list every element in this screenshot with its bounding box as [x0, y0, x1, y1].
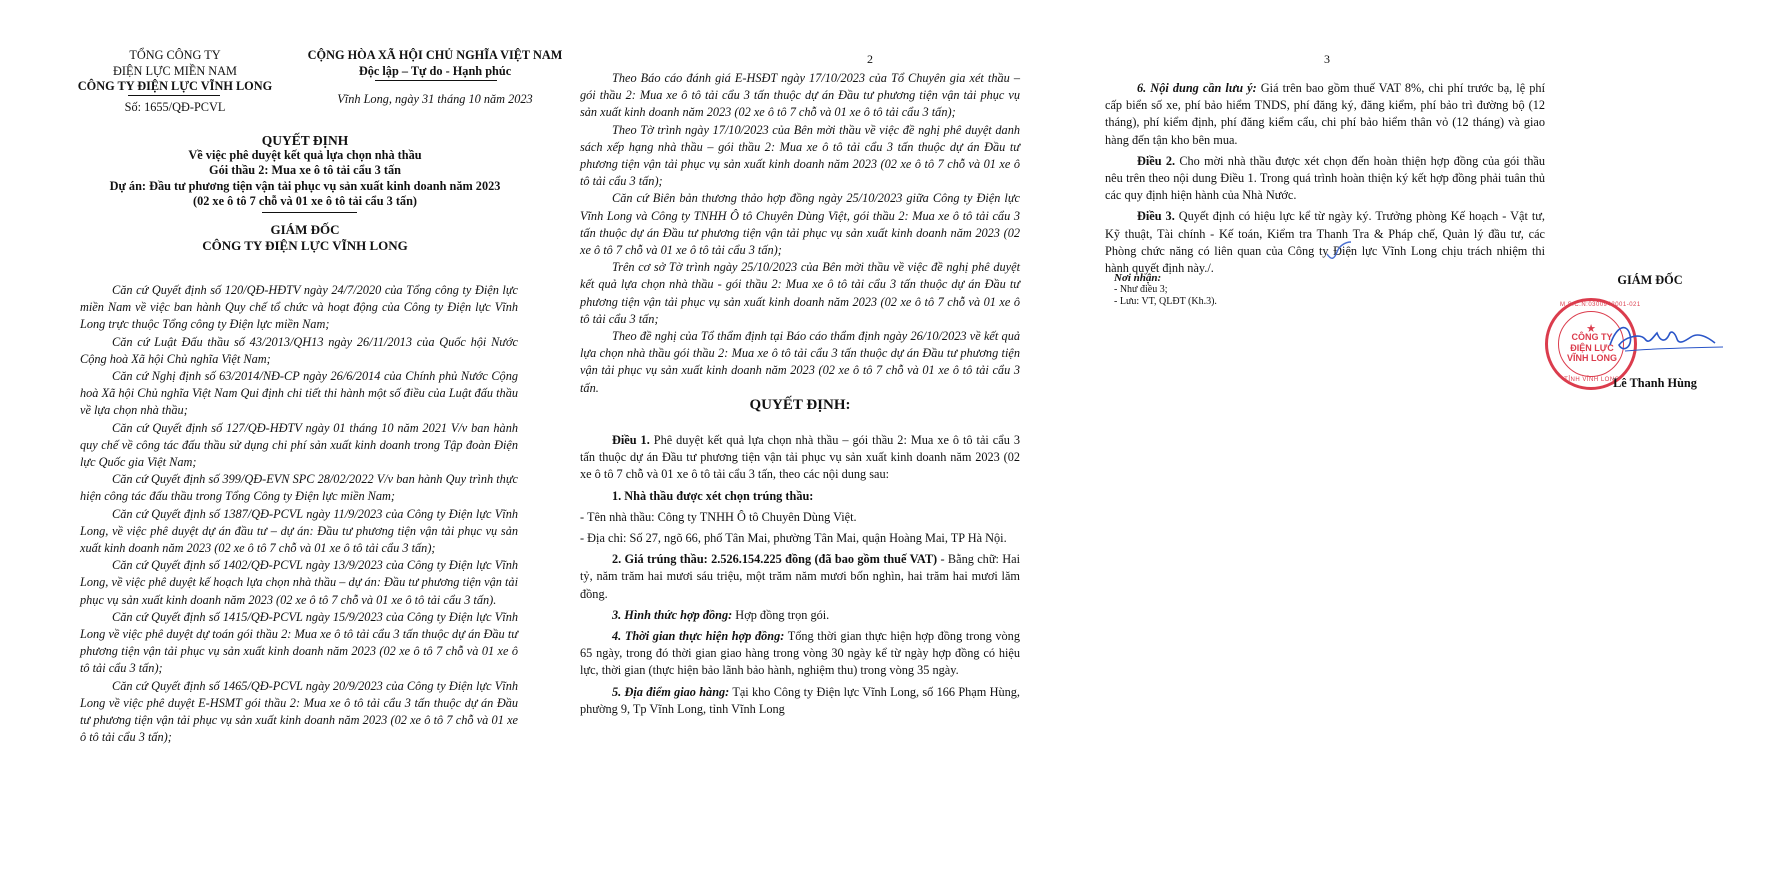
contractor-address: - Địa chỉ: Số 27, ngõ 66, phố Tân Mai, phường Tân Mai, quận Hoàng Mai, TP Hà Nội.	[580, 531, 1007, 546]
item-3-heading: 3. Hình thức hợp đồng:	[612, 607, 733, 622]
title-underline	[262, 212, 357, 213]
document-page-3	[1105, 0, 1774, 874]
decision-title-block	[70, 133, 540, 209]
legal-basis-paragraph: Căn cứ Quyết định số 1465/QĐ-PCVL ngày 20/9/2023 của Công ty Điện lực Vĩnh Long về việc phê duyệt E-HSMT gói thầu 2: Mua xe ô tô tải cẩu 3 tấn thuộc dự án Đầu tư phương tiện vận tải phục vụ sản xuất kinh doanh năm 2023 (02 xe ô tô 7 chỗ và 01 xe ô tô tải cẩu 3 tấn);	[80, 678, 518, 745]
header-left	[60, 48, 290, 115]
article-1-label: Điều 1.	[612, 433, 650, 447]
decision-heading: QUYẾT ĐỊNH:	[749, 397, 851, 413]
article-2	[1105, 153, 1545, 205]
considerations	[580, 70, 1020, 397]
article-3-text: Quyết định có hiệu lực kể từ ngày ký. Trưởng phòng Kế hoạch - Vật tư, Kỹ thuật, Tài chính - Kế toán, Kiểm tra Thanh Tra & Pháp chế, Quản lý đầu tư, các Phòng chức năng có liên quan của Công ty Điện lực Vĩnh Long chịu trách nhiệm thi hành quyết định này./.	[1105, 209, 1545, 276]
item-6-heading: 6. Nội dung cần lưu ý:	[1137, 81, 1257, 95]
recipients-block	[1114, 272, 1314, 308]
item-6	[1105, 80, 1545, 149]
item-5	[580, 684, 1020, 718]
legal-basis	[80, 282, 518, 746]
legal-basis-paragraph: Căn cứ Quyết định số 1402/QĐ-PCVL ngày 13/9/2023 của Công ty Điện lực Vĩnh Long, về việc phê duyệt kế hoạch lựa chọn nhà thầu – dự án: Đầu tư phương tiện vận tải phục vụ sản xuất kinh doanh năm 2023 (02 xe ô tô 7 chỗ và 01 xe ô tô tải cẩu 3 tấn).	[80, 558, 518, 607]
legal-basis-paragraph: Căn cứ Quyết định số 1415/QĐ-PCVL ngày 15/9/2023 của Công ty Điện lực Vĩnh Long về việc phê duyệt dự toán gói thầu 2: Mua xe ô tô tải cẩu 3 tấn thuộc dự án Đầu tư phương tiện vận tải phục vụ sản xuất kinh doanh năm 2023 (02 xe ô tô 7 chỗ và 01 xe ô tô tải cẩu 3 tấn);	[80, 609, 518, 676]
initial-mark-icon	[1325, 240, 1353, 262]
legal-basis-paragraph: Căn cứ Quyết định số 120/QĐ-HĐTV ngày 24/7/2020 của Tổng công ty Điện lực miền Nam về việc ban hành Quy chế tổ chức và hoạt động của Công ty Điện lực Vĩnh Long trực thuộc Tổng công ty Điện lực miền Nam;	[80, 283, 518, 332]
item-2-text: - Bằng chữ: Hai tỷ, năm trăm hai mươi sáu triệu, một trăm năm mươi bốn nghìn, hai trăm hai mươi lăm đồng.	[580, 552, 1021, 601]
issuing-company: CÔNG TY ĐIỆN LỰC VĨNH LONG	[77, 79, 273, 93]
article-2-text: Cho mời nhà thầu được xét chọn đến hoàn thiện hợp đồng của gói thầu nêu trên theo nội dung Điều 1. Trong quá trình hoàn thiện ký kết hợp đồng phải tuân thủ các quy định hiện hành của Nhà Nước.	[1105, 153, 1545, 203]
article-2-label: Điều 2.	[1137, 153, 1176, 168]
decision-project: Dự án: Đầu tư phương tiện vận tải phục vụ sản xuất kinh doanh năm 2023	[109, 178, 501, 193]
consideration-paragraph: Trên cơ sở Tờ trình ngày 25/10/2023 của Bên mời thầu về việc đề nghị phê duyệt kết quả lựa chọn nhà thầu - gói thầu 2: Mua xe ô tô tải cẩu 3 tấn thuộc dự án Đầu tư phương tiện vận tải phục vụ sản xuất kinh doanh năm 2023 (02 xe ô tô 7 chỗ và 01 xe ô tô tải cẩu 3 tấn;	[580, 260, 1020, 326]
header-right	[265, 48, 605, 108]
item-4-heading: 4. Thời gian thực hiện hợp đồng:	[612, 629, 785, 644]
parent-company: TỔNG CÔNG TY	[129, 48, 221, 62]
legal-basis-paragraph: Căn cứ Quyết định số 399/QĐ-EVN SPC 28/02/2022 V/v ban hành Quy trình thực hiện công tác đấu thầu trong Tổng Công ty Điện lực miền Nam;	[80, 472, 518, 504]
article-3-label: Điều 3.	[1137, 209, 1175, 224]
consideration-paragraph: Theo Báo cáo đánh giá E-HSĐT ngày 17/10/2023 của Tổ Chuyên gia xét thầu – gói thầu 2: Mua xe ô tô tải cẩu 3 tấn thuộc dự án Đầu tư phương tiện vận tải phục vụ sản xuất kinh doanh năm 2023 (02 xe ô tô 7 chỗ và 01 xe ô tô tải cẩu 3 tấn);	[580, 71, 1020, 120]
signatory-name: Lê Thanh Hùng	[1613, 376, 1697, 390]
consideration-paragraph: Căn cứ Biên bản thương thảo hợp đồng ngày 25/10/2023 giữa Công ty Điện lực Vĩnh Long và Công ty TNHH Ô tô Chuyên Dùng Việt, gói thầu 2: Mua xe ô tô tải cẩu 3 tấn thuộc dự án Đầu tư phương tiện vận tải phục vụ sản xuất kinh doanh năm 2023 (02 xe ô tô 7 chỗ và 01 xe ô tô tải cẩu 3 tấn);	[580, 191, 1020, 258]
header-right-underline	[375, 80, 497, 81]
seal-text: CÔNG TY ĐIỆN LỰC VĨNH LONG	[1566, 332, 1617, 363]
seal-ring-bottom: TỈNH VĨNH LONG	[1564, 377, 1620, 383]
item-5-text: Tại kho Công ty Điện lực Vĩnh Long, số 166 Phạm Hùng, phường 9, Tp Vĩnh Long, tỉnh Vĩnh Long	[580, 684, 1020, 716]
item-4	[580, 628, 1020, 680]
page-number: 3	[1324, 52, 1330, 66]
item-5-heading: 5. Địa điểm giao hàng:	[612, 684, 730, 699]
legal-basis-paragraph: Căn cứ Quyết định số 127/QĐ-HĐTV ngày 01 tháng 10 năm 2021 V/v ban hành quy chế về công tác đấu thầu sử dụng chi phí sản xuất kinh doanh trong Tập đoàn Điện lực Quốc gia Việt Nam;	[80, 420, 518, 470]
decision-title: QUYẾT ĐỊNH	[261, 133, 349, 148]
item-4-text: Tổng thời gian thực hiện hợp đồng trong vòng 65 ngày, trong đó thời gian giao hàng trong vòng 30 ngày kể từ ngày hợp đồng có hiệu lực, thời gian (thực hiện bảo lãnh bảo hành, nghiệm thu) trong vòng 35 ngày.	[580, 629, 1020, 678]
issue-date: Vĩnh Long, ngày 31 tháng 10 năm 2023	[337, 92, 533, 106]
authority-title: GIÁM ĐỐC	[270, 222, 340, 237]
item-2-heading: 2. Giá trúng thầu: 2.526.154.225 đồng (đã bao gồm thuế VAT)	[612, 552, 938, 567]
legal-basis-paragraph: Căn cứ Luật Đấu thầu số 43/2013/QH13 ngày 26/11/2013 của Quốc hội Nước Cộng hoà Xã hội Chủ nghĩa Việt Nam;	[80, 334, 518, 366]
recipient-item: - Lưu: VT, QLĐT (Kh.3).	[1114, 296, 1217, 307]
item-1-heading: 1. Nhà thầu được xét chọn trúng thầu:	[612, 488, 814, 503]
seal-star-icon: ★	[1586, 323, 1596, 335]
seal-ring-top: M.S.C.N:0300942001-021	[1560, 302, 1641, 308]
consideration-paragraph: Theo đề nghị của Tổ thẩm định tại Báo cáo thẩm định ngày 26/10/2023 về kết quả lựa chọn nhà thầu gói thầu 2: Mua xe ô tô tải cẩu 3 tấn thuộc dự án Đầu tư phương tiện vận tải phục vụ sản xuất kinh doanh năm 2023 (02 xe ô tô 7 chỗ và 01 xe ô tô tải cẩu 3 tấn.	[580, 329, 1020, 395]
legal-basis-paragraph: Căn cứ Quyết định số 1387/QĐ-PCVL ngày 11/9/2023 của Công ty Điện lực Vĩnh Long, về việc phê duyệt dự án đầu tư – dự án: Đầu tư phương tiện vận tải phục vụ sản xuất kinh doanh năm 2023 (02 xe ô tô 7 chỗ và 01 xe ô tô tải cẩu 3 tấn);	[80, 506, 518, 556]
item-3-text: Hợp đồng trọn gói.	[732, 607, 830, 622]
signature-icon	[1605, 315, 1725, 360]
consideration-paragraph: Theo Tờ trình ngày 17/10/2023 của Bên mời thầu về việc đề nghị phê duyệt danh sách xếp hạng nhà thầu – gói thầu 2: Mua xe ô tô tải cẩu 3 tấn thuộc dự án Đầu tư phương tiện vận tải phục vụ sản xuất kinh doanh năm 2023 (02 xe ô tô 7 chỗ và 01 xe ô tô tải cẩu 3 tấn);	[580, 122, 1020, 189]
recipient-item: - Như điều 3;	[1114, 284, 1168, 295]
legal-basis-paragraph: Căn cứ Nghị định số 63/2014/NĐ-CP ngày 26/6/2014 của Chính phủ Nước Cộng hoà Xã hội Chủ nghĩa Việt Nam Qui định chi tiết thi hành một số điều của Luật đấu thầu về lựa chọn nhà thầu;	[80, 369, 518, 418]
signature-title: GIÁM ĐỐC	[1617, 273, 1683, 287]
document-number: Số: 1655/QĐ-PCVL	[124, 99, 226, 114]
contractor-name: - Tên nhà thầu: Công ty TNHH Ô tô Chuyên Dùng Việt.	[580, 509, 857, 524]
decision-subject: Về việc phê duyệt kết quả lựa chọn nhà thầu	[188, 148, 422, 163]
document-page-1	[77, 0, 600, 874]
article-1	[580, 432, 1020, 484]
recipients-label: Nơi nhận:	[1114, 272, 1162, 284]
article-1-text: Phê duyệt kết quả lựa chọn nhà thầu – gói thầu 2: Mua xe ô tô tải cẩu 3 tấn thuộc dự án Đầu tư phương tiện vận tải phục vụ sản xuất kinh doanh năm 2023 (02 xe ô tô 7 chỗ và 01 xe ô tô tải cẩu 3 tấn, theo các nội dung sau:	[580, 433, 1020, 482]
document-page-2	[580, 0, 1180, 874]
authority-company: CÔNG TY ĐIỆN LỰC VĨNH LONG	[202, 238, 408, 253]
header-left-underline	[128, 95, 220, 96]
decision-scope: (02 xe ô tô 7 chỗ và 01 xe ô tô tải cẩu 3 tấn)	[192, 193, 418, 208]
articles	[580, 432, 1020, 718]
authority-block	[70, 222, 540, 254]
national-motto: Độc lập – Tự do - Hạnh phúc	[358, 63, 512, 78]
page-number: 2	[867, 52, 873, 66]
item-3	[580, 607, 1020, 624]
national-title: CỘNG HÒA XÃ HỘI CHỦ NGHĨA VIỆT NAM	[307, 48, 563, 62]
item-2	[580, 551, 1020, 603]
decision-package: Gói thầu 2: Mua xe ô tô tải cẩu 3 tấn	[209, 163, 401, 178]
parent-company-region: ĐIỆN LỰC MIỀN NAM	[113, 63, 237, 78]
item-6-text: Giá trên bao gồm thuế VAT 8%, chi phí trước bạ, lệ phí cấp biển số xe, phí bảo hiểm TNDS, phí đăng ký, đăng kiểm, phí bảo trì đường bộ (12 tháng), phí kiểm định, phí đăng kiểm cẩu, chi phí bảo hiểm thân vỏ (12 tháng) và giao hàng đến tận kho bên mua.	[1105, 81, 1545, 147]
